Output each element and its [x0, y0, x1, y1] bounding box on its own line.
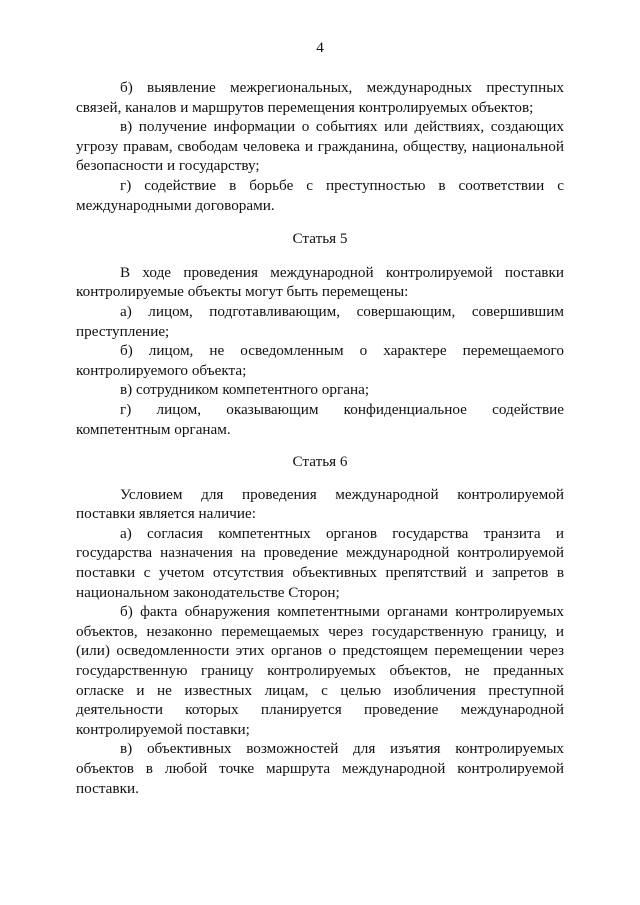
- article-5-heading: Статья 5: [292, 230, 348, 248]
- article-5-item-g: г) лицом, оказывающим конфиденциальное содействие компетентным органам.: [76, 400, 564, 438]
- article-6-item-b: б) факта обнаружения компетентными органами контролируемых объектов, незаконно перемещаемых через государственную границу, и (или) осведомленности этих органов о предстоящем перемещении через государственную границу контролируемых объектов, не преданных огласке и не известных лицам, с целью изобличения преступной деятельности которых планируется проведение международной контролируемой поставки;: [76, 603, 564, 738]
- paragraph-purpose-b: б) выявление межрегиональных, международных преступных связей, каналов и маршрутов перемещения контролируемых объектов;: [76, 79, 564, 116]
- article-6-intro: Условием для проведения международной контролируемой поставки является наличие:: [76, 485, 564, 523]
- article-5-item-b: б) лицом, не осведомленным о характере перемещаемого контролируемого объекта;: [76, 342, 564, 379]
- article-5-item-v: в) сотрудником компетентного органа;: [120, 381, 370, 399]
- page-number: 4: [316, 39, 324, 56]
- paragraph-purpose-v: в) получение информации о событиях или действиях, создающих угрозу правам, свободам человека и гражданина, обществу, национальной безопасности и государству;: [76, 118, 564, 175]
- article-6-item-a: а) согласия компетентных органов государства транзита и государства назначения на проведение международной контролируемой поставки с учетом отсутствия объективных препятствий и запретов в национальном законодательстве Сторон;: [76, 524, 564, 601]
- paragraph-purpose-g: г) содействие в борьбе с преступностью в соответствии с международными договорами.: [76, 176, 564, 214]
- article-6-heading: Статья 6: [292, 453, 348, 471]
- article-6-item-v: в) объективных возможностей для изъятия контролируемых объектов в любой точке маршрута международной контролируемой поставки.: [76, 740, 564, 797]
- article-5-intro: В ходе проведения международной контролируемой поставки контролируемые объекты могут быть перемещены:: [76, 263, 564, 301]
- article-5-item-a: а) лицом, подготавливающим, совершающим, совершившим преступление;: [76, 302, 564, 340]
- document-body: [76, 78, 564, 798]
